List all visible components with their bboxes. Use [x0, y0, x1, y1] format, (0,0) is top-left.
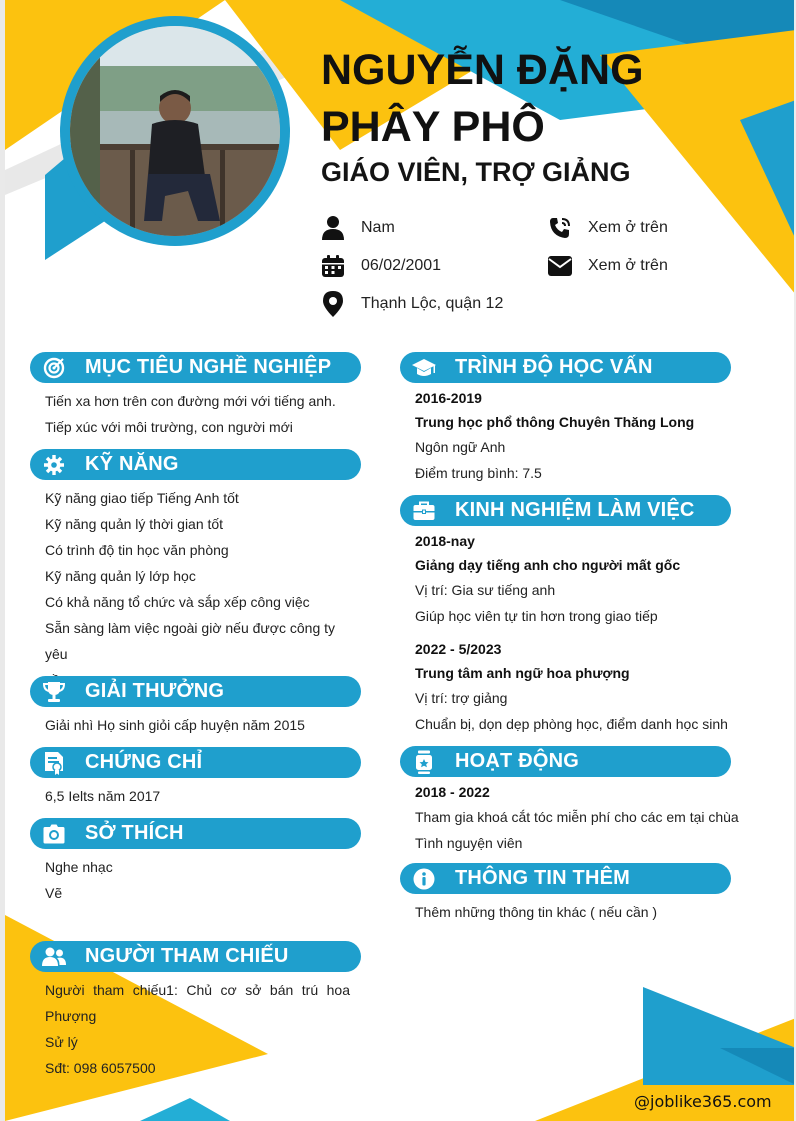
gender-value: Nam — [361, 219, 395, 236]
education-gpa: Điểm trung bình: 7.5 — [415, 465, 542, 481]
certificate-item: 6,5 Ielts năm 2017 — [45, 788, 161, 804]
section-title: KINH NGHIỆM LÀM VIỆC — [455, 499, 695, 521]
section-title: TRÌNH ĐỘ HỌC VẤN — [455, 356, 653, 378]
users-icon — [42, 945, 66, 969]
reference-line: Phượng — [45, 1008, 97, 1024]
section-header-skills — [30, 449, 361, 480]
phone-row — [547, 215, 668, 241]
section-title: NGƯỜI THAM CHIẾU — [85, 945, 289, 967]
gear-icon — [42, 453, 66, 477]
hobby-item: Nghe nhạc — [45, 859, 113, 875]
certificate-icon — [42, 751, 66, 775]
location-pin-icon — [320, 291, 346, 317]
activity-period: 2018 - 2022 — [415, 784, 490, 800]
job-title: GIÁO VIÊN, TRỢ GIẢNG — [321, 157, 631, 187]
award-item: Giải nhì Họ sinh giỏi cấp huyện năm 2015 — [45, 717, 305, 733]
job-position: Vị trí: trợ giảng — [415, 690, 508, 706]
gender-row — [320, 215, 395, 241]
reference-line: Sử lý — [45, 1034, 78, 1050]
job-period: 2022 - 5/2023 — [415, 641, 502, 657]
watermark: @joblike365.com — [634, 1092, 772, 1111]
section-header-additional — [400, 863, 731, 894]
calendar-icon — [320, 253, 346, 279]
section-title: GIẢI THƯỞNG — [85, 680, 225, 702]
section-header-certificates — [30, 747, 361, 778]
skills-list — [45, 485, 360, 693]
phone-value: Xem ở trên — [588, 219, 668, 236]
section-header-education — [400, 352, 731, 383]
section-header-awards — [30, 676, 361, 707]
skill-item: Sẵn sàng làm việc ngoài giờ nếu được công ty yêu — [45, 620, 336, 662]
reference-line: Người tham chiếu1: Chủ cơ sở bán trú hoa — [45, 982, 350, 998]
objective-line: Tiến xa hơn trên con đường mới với tiếng anh. — [45, 393, 336, 409]
skill-item: Có khả năng tổ chức và sắp xếp công việc — [45, 594, 310, 610]
job-position: Vị trí: Gia sư tiếng anh — [415, 582, 556, 598]
section-title: THÔNG TIN THÊM — [455, 867, 631, 889]
target-icon — [42, 356, 66, 380]
skill-item: Kỹ năng quản lý thời gian tốt — [45, 516, 224, 532]
hobby-item: Vẽ — [45, 885, 63, 901]
education-school: Trung học phổ thông Chuyên Thăng Long — [415, 414, 695, 430]
section-title: KỸ NĂNG — [85, 453, 179, 475]
address-row — [320, 291, 503, 317]
objective-text — [45, 388, 350, 440]
phone-icon — [547, 215, 573, 241]
section-header-objective — [30, 352, 361, 383]
experience-job — [415, 529, 755, 629]
certificates-list — [45, 783, 360, 809]
briefcase-icon — [412, 499, 436, 523]
user-icon — [320, 215, 346, 241]
candidate-name: NGUYỄN ĐẶNG PHÂY PHÔ — [321, 46, 644, 151]
section-header-activities — [400, 746, 731, 777]
address-value: Thạnh Lộc, quận 12 — [361, 295, 504, 312]
reference-line: Sđt: 098 6057500 — [45, 1060, 156, 1076]
activities-content — [415, 780, 760, 856]
section-title: CHỨNG CHỈ — [85, 751, 203, 773]
deco-blue-bottom-left — [140, 1098, 230, 1121]
job-company: Trung tâm anh ngữ hoa phượng — [415, 665, 630, 681]
email-value: Xem ở trên — [588, 257, 668, 274]
section-title: HOẠT ĐỘNG — [455, 750, 580, 772]
education-major: Ngôn ngữ Anh — [415, 439, 506, 455]
education-content — [415, 386, 755, 486]
skill-item: Kỹ năng quản lý lớp học — [45, 568, 196, 584]
hobbies-list — [45, 854, 360, 906]
info-icon — [412, 867, 436, 891]
job-description: Giúp học viên tự tin hơn trong giao tiếp — [415, 608, 658, 624]
birthday-value: 06/02/2001 — [361, 257, 442, 274]
references-list — [45, 977, 350, 1081]
section-header-references — [30, 941, 361, 972]
job-period: 2018-nay — [415, 533, 475, 549]
medal-icon — [412, 750, 436, 774]
avatar — [60, 16, 290, 246]
trophy-icon — [42, 680, 66, 704]
activity-line: Tham gia khoá cắt tóc miễn phí cho các em tại chùa — [415, 809, 739, 825]
graduation-cap-icon — [412, 356, 436, 380]
section-title: MỤC TIÊU NGHỀ NGHIỆP — [85, 356, 332, 378]
awards-list — [45, 712, 360, 738]
camera-icon — [42, 822, 66, 846]
envelope-icon — [547, 253, 573, 279]
additional-text: Thêm những thông tin khác ( nếu cần ) — [415, 904, 658, 920]
education-period: 2016-2019 — [415, 390, 482, 406]
job-company: Giảng dạy tiếng anh cho người mất gốc — [415, 557, 681, 573]
section-header-hobbies — [30, 818, 361, 849]
objective-line: Tiếp xúc với môi trường, con người mới — [45, 419, 293, 435]
birthday-row — [320, 253, 441, 279]
skill-item: Có trình độ tin học văn phòng — [45, 542, 229, 558]
section-header-experience — [400, 495, 731, 526]
email-row — [547, 253, 668, 279]
experience-job — [415, 637, 755, 737]
activity-line: Tình nguyện viên — [415, 835, 523, 851]
skill-item: Kỹ năng giao tiếp Tiếng Anh tốt — [45, 490, 239, 506]
section-title: SỞ THÍCH — [85, 822, 184, 844]
job-description: Chuẩn bị, dọn dẹp phòng học, điểm danh học sinh — [415, 716, 728, 732]
profile-photo — [70, 26, 280, 236]
